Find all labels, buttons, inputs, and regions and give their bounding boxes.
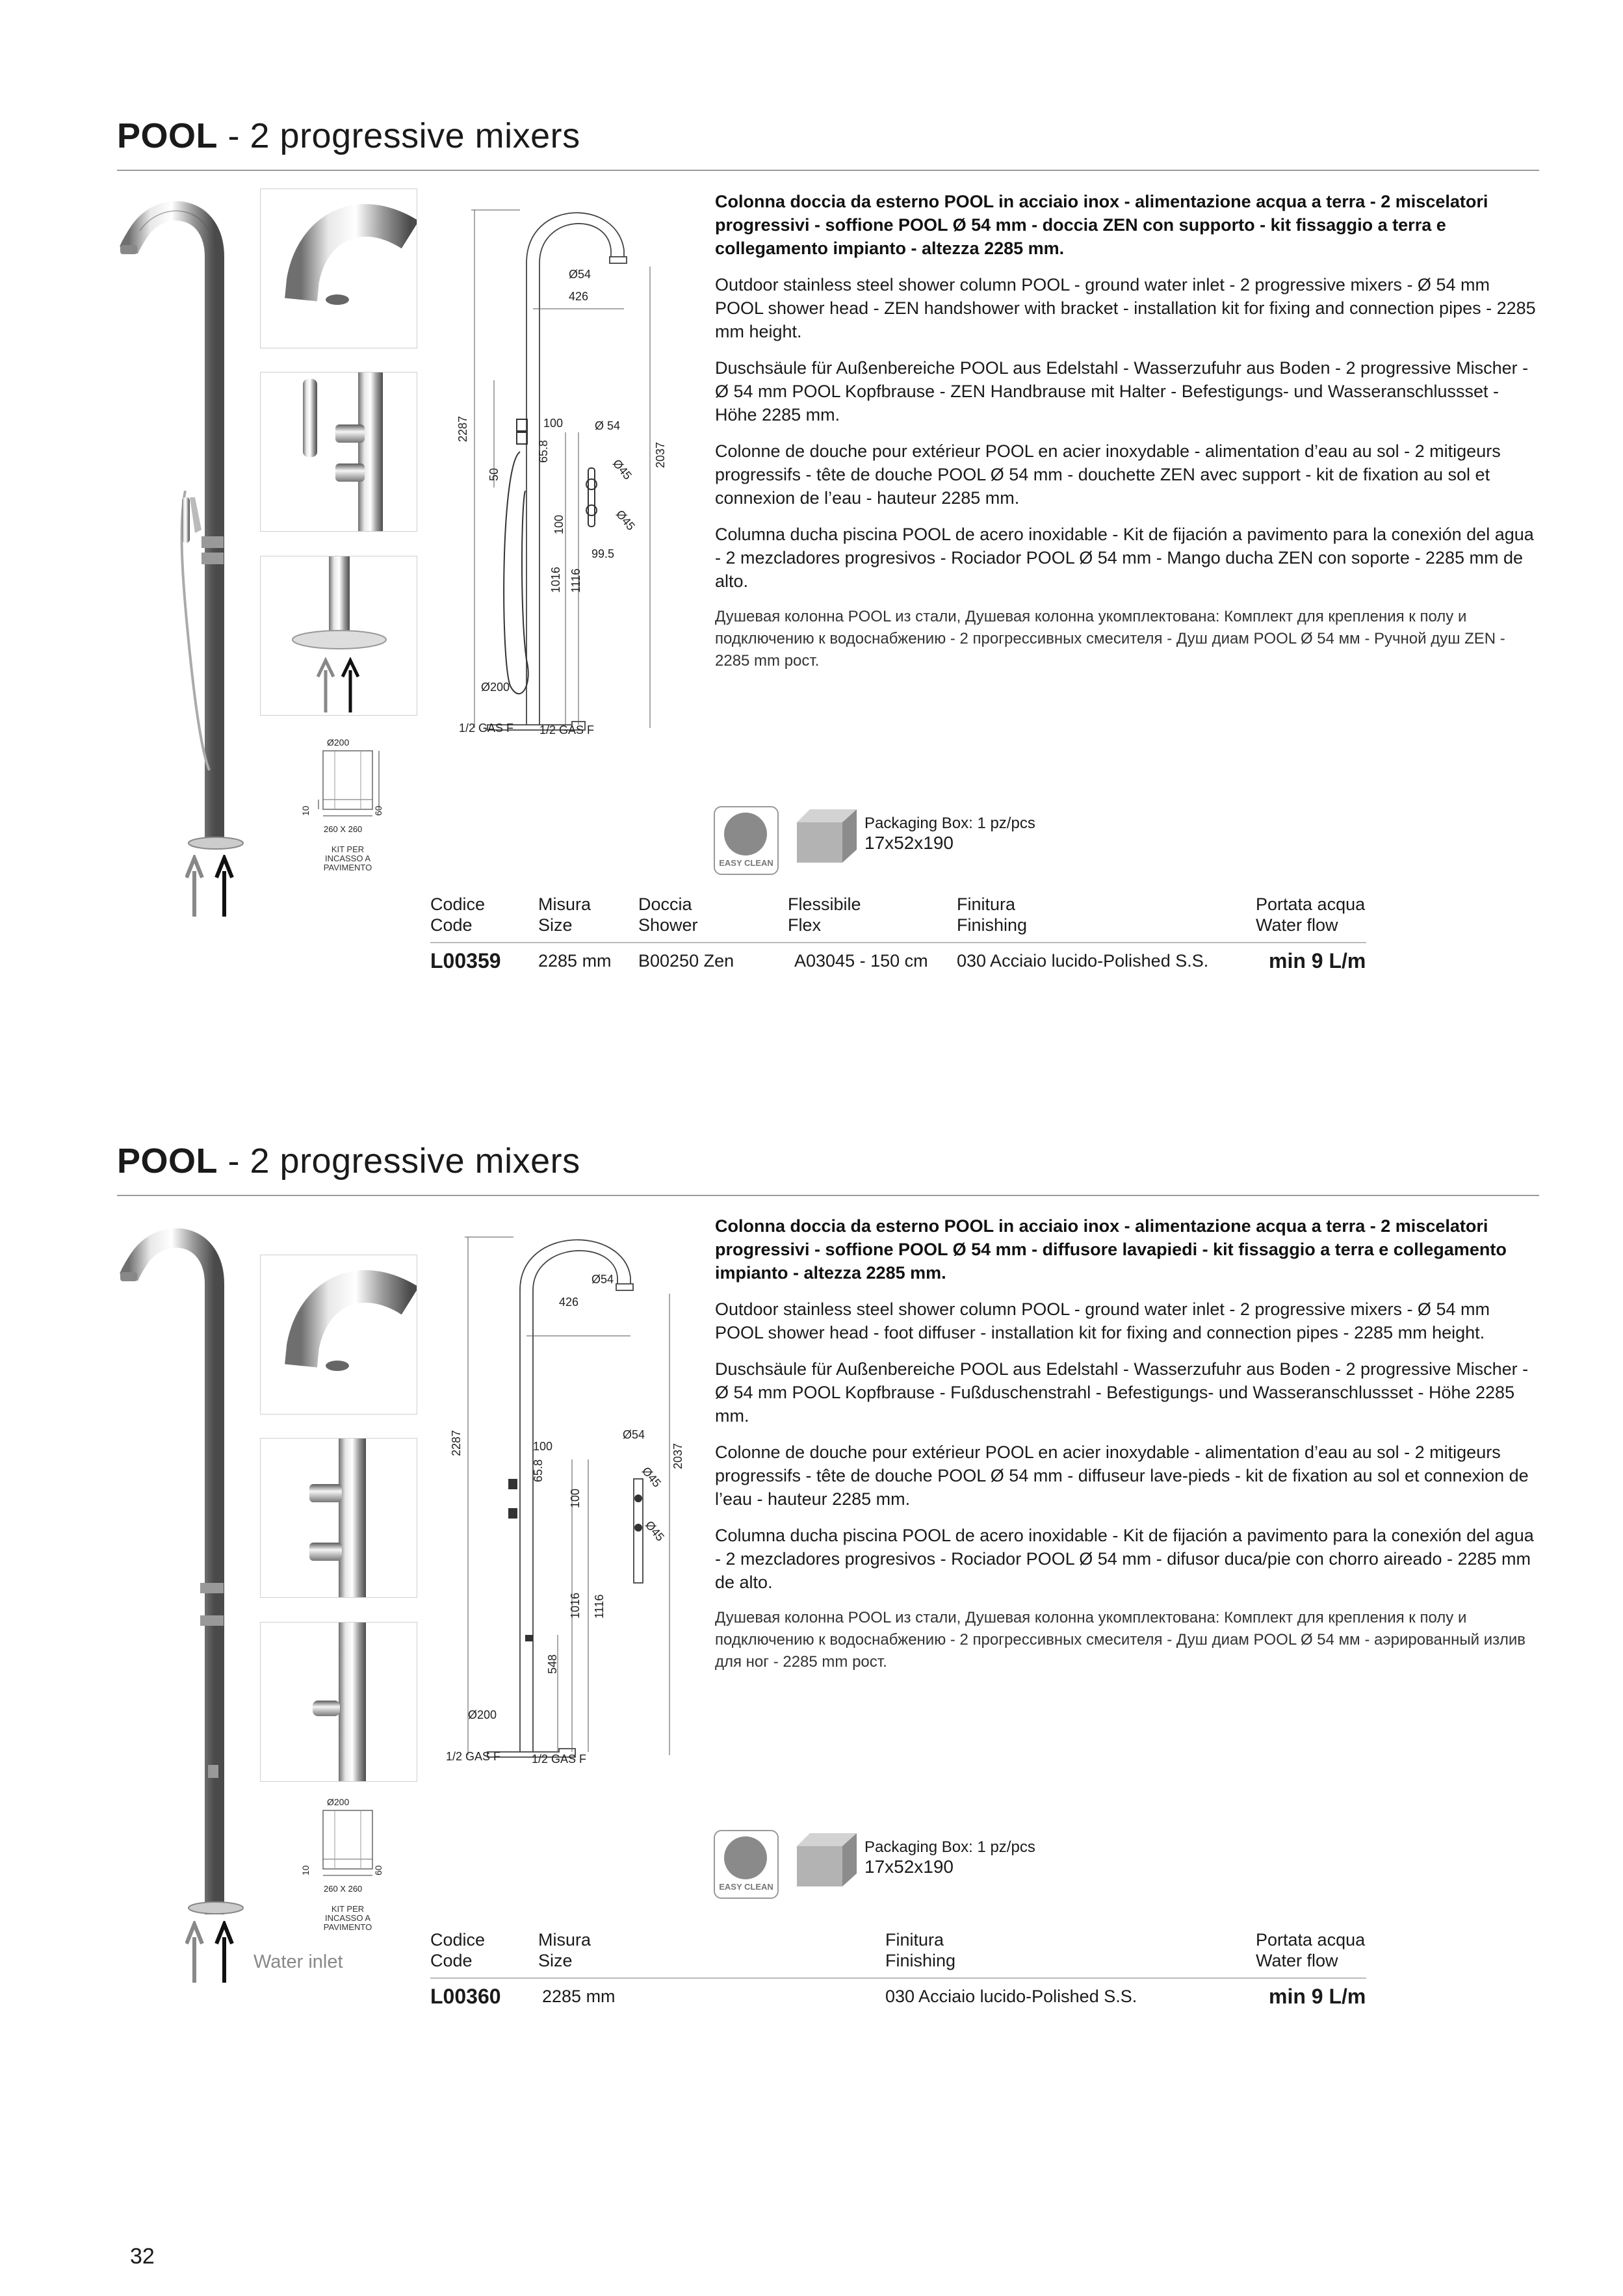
desc-en: Outdoor stainless steel shower column POOL - ground water inlet - 2 progressive mixers - Ø 54 mm POOL shower head - foot diffuser - installation kit for fixing and connection pipes - 2285 mm height. (715, 1299, 1490, 1342)
easy-clean-badge: EASY CLEAN (714, 1830, 779, 1899)
section-1-rule (117, 170, 1539, 171)
section-2-title: POOL - 2 progressive mixers (117, 1141, 580, 1181)
d1-54b: Ø 54 (595, 419, 621, 432)
d1-200: Ø200 (481, 681, 510, 694)
d2-45b: Ø45 (642, 1518, 667, 1544)
packaging-box-icon (797, 1833, 857, 1886)
easy-clean-badge: EASY CLEAN (714, 806, 779, 875)
d1-50: 50 (487, 467, 500, 481)
kit1-d260: 260 X 260 (324, 824, 363, 834)
d2-426: 426 (559, 1296, 579, 1309)
desc-de: Duschsäule für Außenbereiche POOL aus Edelstahl - Wasserzufuhr aus Boden - 2 progressive Mischer - Ø 54 mm POOL Kopfbrause - Fußduschenstrahl - Befestigungs- und Wasseranschlussset - Höhe 2285 mm. (715, 1359, 1529, 1426)
d2-548: 548 (546, 1654, 559, 1674)
desc-fr: Colonne de douche pour extérieur POOL en acier inoxydable - alimentation d’eau au sol - 2 mitigeurs progressifs - tête de douche POOL Ø 54 mm - douchette ZEN avec support - kit de fixation au sol et connexion de l’eau - hauteur 2285 mm. (715, 441, 1501, 508)
d2-200: Ø200 (468, 1708, 497, 1721)
section-2-rule (117, 1195, 1539, 1196)
kit1-d200: Ø200 (327, 737, 350, 748)
desc-en: Outdoor stainless steel shower column POOL - ground water inlet - 2 progressive mixers - Ø 54 mm POOL shower head - ZEN handshower with bracket - installation kit for fixing and connection pipes - 2285 mm height. (715, 275, 1536, 341)
section-1-thumb-base (260, 556, 417, 716)
d2-100a: 100 (533, 1440, 553, 1453)
kit1-d10: 10 (300, 805, 311, 816)
product-code: L00359 (430, 949, 501, 972)
packaging-info: Packaging Box: 1 pz/pcs 17x52x190 (864, 815, 1035, 853)
section-2-product-photo (117, 1212, 266, 1921)
kit2-d10: 10 (300, 1865, 311, 1875)
section-1-thumb-mixers (260, 372, 417, 532)
section-1-thumb-shower-head (260, 189, 417, 348)
d1-gas1: 1/2 GAS F (459, 722, 514, 735)
desc-es: Columna ducha piscina POOL de acero inoxidable - Kit de fijación a pavimento para la conexión del agua - 2 mezcladores progresivos - Rociador POOL Ø 54 mm - Mango ducha ZEN con soporte - 2285 mm de alto. (715, 525, 1534, 591)
section-1-descriptions (715, 190, 1540, 685)
kit2-d260: 260 X 260 (324, 1884, 363, 1894)
d1-658: 65.8 (537, 439, 550, 463)
desc-es: Columna ducha piscina POOL de acero inoxidable - Kit de fijación a pavimento para la conexión del agua - 2 mezcladores progresivos - Rociador POOL Ø 54 mm - difusor duca/pie con chorro aireado - 2285 mm de alto. (715, 1526, 1534, 1592)
desc-ru: Душевая колонна POOL из стали, Душевая колонна укомплектована: Комплект для крепления к полу и подключению к водоснабжению - 2 прогрессивных смесителя - Душ диам POOL Ø 54 мм - аэрированный излив для ног - 2285 mm рост. (715, 1609, 1526, 1671)
d1-gas2: 1/2 GAS F (539, 724, 595, 737)
section-1-technical-drawing (448, 192, 682, 757)
kit2-d200: Ø200 (327, 1797, 350, 1807)
desc-it: Colonna doccia da esterno POOL in acciaio inox - alimentazione acqua a terra - 2 miscelatori progressivi - soffione POOL Ø 54 mm - diffusore lavapiedi - kit fissaggio a terra e collegamento impianto - altezza 2285 mm. (715, 1216, 1507, 1283)
d1-2037: 2037 (654, 441, 667, 468)
section-2-thumb-foot-diffuser (260, 1622, 417, 1782)
packaging-info: Packaging Box: 1 pz/pcs 17x52x190 (864, 1838, 1035, 1877)
d2-54a: Ø54 (591, 1273, 614, 1286)
d1-100a: 100 (543, 417, 564, 430)
kit1-label: KIT PER INCASSO A PAVIMENTO (323, 844, 372, 872)
d1-1016: 1016 (549, 566, 562, 593)
desc-de: Duschsäule für Außenbereiche POOL aus Edelstahl - Wasserzufuhr aus Boden - 2 progressive Mischer - Ø 54 mm POOL Kopfbrause - ZEN Handbrause mit Halter - Befestigungs- und Wasseranschlussset - Höhe 2285 mm. (715, 358, 1529, 424)
desc-fr: Colonne de douche pour extérieur POOL en acier inoxydable - alimentation d’eau au sol - 2 mitigeurs progressifs - tête de douche POOL Ø 54 mm - diffuseur lave-pieds - kit de fixation au sol et connexion de l’eau - hauteur 2285 mm. (715, 1442, 1529, 1509)
d1-2287: 2287 (456, 415, 469, 442)
d2-gas2: 1/2 GAS F (532, 1753, 587, 1766)
d2-45a: Ø45 (639, 1464, 664, 1490)
water-inlet-label: Water inlet (253, 1951, 343, 1972)
d2-1016: 1016 (569, 1592, 582, 1619)
d1-426: 426 (569, 290, 589, 303)
kit2-label: KIT PER INCASSO A PAVIMENTO (323, 1904, 372, 1932)
d2-2037: 2037 (671, 1442, 684, 1469)
desc-it: Colonna doccia da esterno POOL in acciaio inox - alimentazione acqua a terra - 2 miscelatori progressivi - soffione POOL Ø 54 mm - doccia ZEN con supporto - kit fissaggio a terra e collegamento impianto - altezza 2285 mm. (715, 192, 1488, 258)
section-2-thumb-mixers (260, 1438, 417, 1598)
d1-45b: Ø45 (613, 507, 638, 533)
d2-658: 65.8 (532, 1459, 545, 1482)
d2-gas1: 1/2 GAS F (446, 1750, 501, 1763)
kit2-d60: 60 (373, 1865, 383, 1875)
d2-100b: 100 (569, 1488, 582, 1508)
section-2-descriptions (715, 1214, 1540, 1686)
d1-54a: Ø54 (569, 268, 591, 281)
section-1-title: POOL - 2 progressive mixers (117, 116, 580, 155)
d1-100b: 100 (552, 514, 565, 534)
packaging-box-icon (797, 809, 857, 863)
section-2-water-inlet-arrows (185, 1921, 244, 1986)
section-2-thumb-shower-head (260, 1255, 417, 1415)
d2-2287: 2287 (450, 1429, 463, 1456)
desc-ru: Душевая колонна POOL из стали, Душевая колонна укомплектована: Комплект для крепления к полу и подключению к водоснабжению - 2 прогрессивных смесителя - Душ диам POOL Ø 54 мм - Ручной душ ZEN - 2285 mm рост. (715, 608, 1505, 670)
d2-1116: 1116 (593, 1594, 606, 1619)
d1-1116: 1116 (569, 568, 582, 593)
d1-995: 99.5 (591, 547, 615, 560)
page-number: 32 (130, 2244, 155, 2269)
kit1-d60: 60 (373, 805, 383, 816)
section-1-water-inlet-arrows (185, 855, 244, 920)
d2-54b: Ø54 (623, 1428, 645, 1441)
section-1-product-photo (117, 185, 266, 923)
product-code: L00360 (430, 1985, 501, 2008)
d1-45a: Ø45 (610, 456, 634, 482)
